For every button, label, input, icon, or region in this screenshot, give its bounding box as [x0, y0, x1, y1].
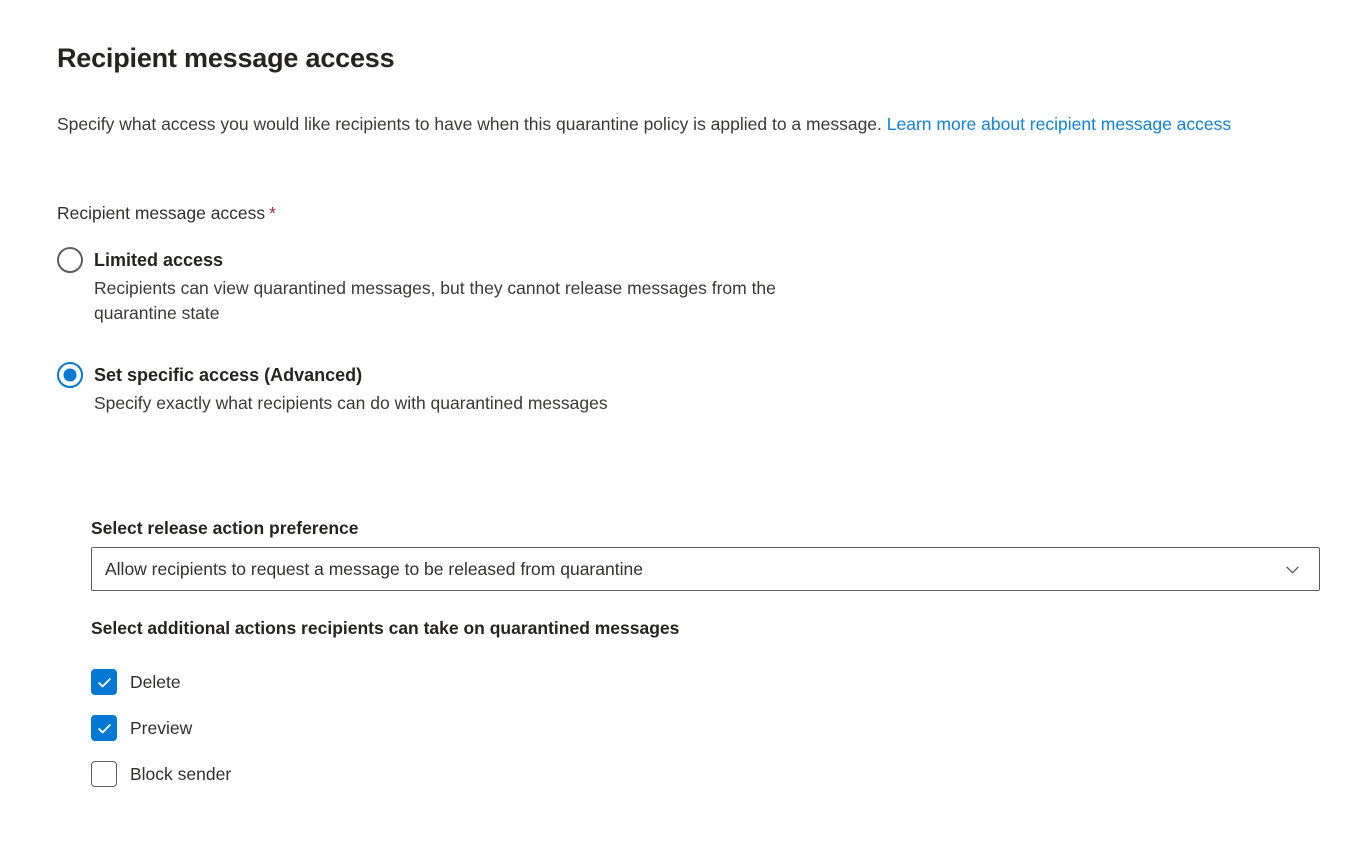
learn-more-link[interactable]: Learn more about recipient message access — [886, 114, 1232, 134]
block-sender-checkbox[interactable] — [91, 761, 117, 787]
checkmark-icon — [96, 674, 113, 691]
radio-option-label: Set specific access (Advanced) — [94, 365, 363, 385]
advanced-access-section — [91, 518, 1320, 787]
radio-option-body — [94, 362, 608, 416]
checkbox-label: Delete — [130, 671, 181, 692]
checkbox-label: Preview — [130, 717, 193, 738]
checkbox-row-delete[interactable] — [91, 669, 1320, 695]
additional-actions-group — [91, 669, 1320, 787]
page-description-text: Specify what access you would like recipients to have when this quarantine policy is applied to a message. — [57, 114, 882, 134]
field-label-text: Recipient message access — [57, 203, 266, 223]
radio-option-description: Recipients can view quarantined messages, but they cannot release messages from the quarantine state — [94, 278, 776, 323]
additional-actions-label: Select additional actions recipients can take on quarantined messages — [91, 618, 680, 638]
radio-set-specific-access[interactable] — [57, 362, 83, 388]
release-action-label: Select release action preference — [91, 518, 359, 538]
checkbox-row-preview[interactable] — [91, 715, 1320, 741]
radio-option-label: Limited access — [94, 250, 224, 270]
page-description — [57, 110, 1320, 139]
release-action-selected-value: Allow recipients to request a message to be released from quarantine — [105, 558, 643, 579]
checkmark-icon — [96, 720, 113, 737]
checkbox-row-block-sender[interactable] — [91, 761, 1320, 787]
checkbox-label: Block sender — [130, 763, 232, 784]
radio-limited-access[interactable] — [57, 247, 83, 273]
chevron-down-icon — [1284, 561, 1301, 578]
recipient-access-field-label — [57, 203, 1320, 223]
preview-checkbox[interactable] — [91, 715, 117, 741]
radio-option-body — [94, 247, 839, 326]
required-asterisk: * — [269, 203, 276, 223]
delete-checkbox[interactable] — [91, 669, 117, 695]
radio-option-set-specific-access[interactable] — [57, 362, 1320, 416]
page-title: Recipient message access — [57, 43, 395, 73]
radio-option-limited-access[interactable] — [57, 247, 1320, 326]
radio-option-description: Specify exactly what recipients can do with quarantined messages — [94, 393, 608, 413]
release-action-dropdown[interactable] — [91, 547, 1320, 591]
